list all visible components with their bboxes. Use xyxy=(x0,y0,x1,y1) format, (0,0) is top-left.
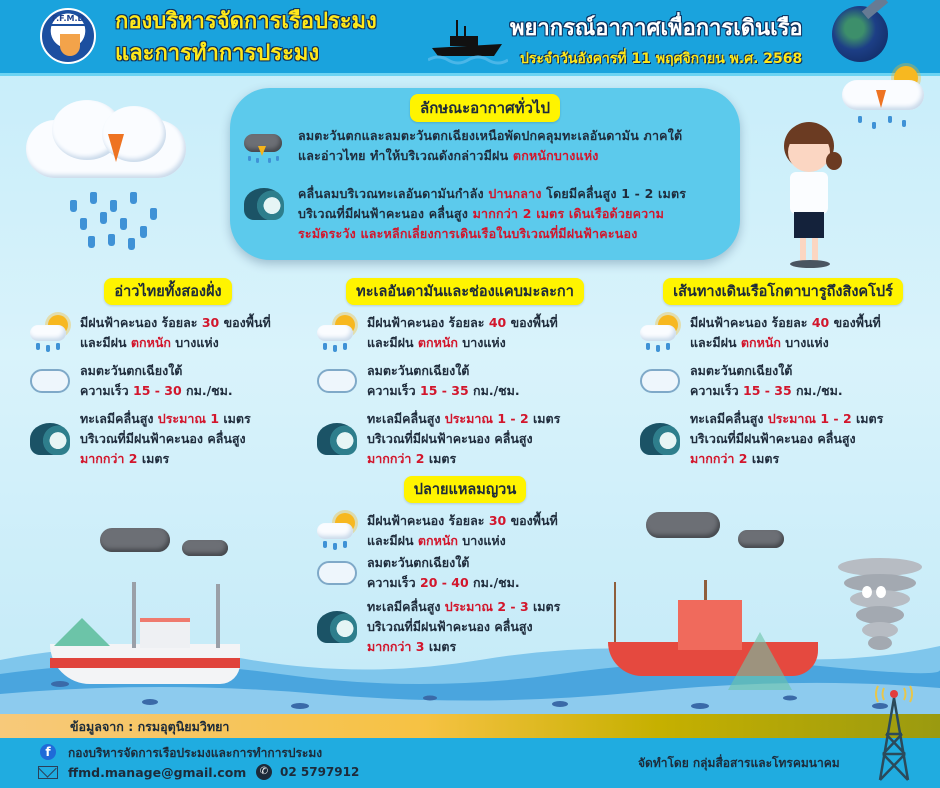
wave-line1-b: โดยมีคลื่นสูง 1 - 2 เมตร xyxy=(541,186,687,201)
rain-text xyxy=(367,511,558,551)
wind-text xyxy=(367,553,520,593)
wave-storm-label: บริเวณที่มีฝนฟ้าคะนอง คลื่นสูง xyxy=(367,619,533,634)
rain-label: มีฝนฟ้าคะนอง ร้อยละ xyxy=(690,315,812,330)
wave-height-value: ประมาณ 1 xyxy=(157,411,220,426)
rain-some-areas: บางแห่ง xyxy=(170,335,219,350)
wave-storm-value: มากกว่า 2 xyxy=(367,451,425,466)
rain-percent: 30 xyxy=(201,315,220,330)
sun-rain-cloud-icon xyxy=(315,313,361,353)
general-weather-panel xyxy=(230,88,740,260)
email-link[interactable]: ffmd.manage@gmail.com xyxy=(68,765,247,780)
wave-text xyxy=(690,409,883,469)
wave-label: ทะเลมีคลื่นสูง xyxy=(367,599,445,614)
wind-icon xyxy=(315,361,361,401)
radio-tower-icon xyxy=(872,684,916,784)
wind-speed-unit: กม./ชม. xyxy=(468,383,520,398)
rain-label: มีฝนฟ้าคะนอง ร้อยละ xyxy=(367,315,489,330)
fishing-boat-left-illustration xyxy=(50,582,250,700)
wave-icon xyxy=(638,419,684,459)
wave-storm-value: มากกว่า 2 xyxy=(80,451,138,466)
fishing-boat-right-illustration xyxy=(608,580,826,700)
wave-unit: เมตร xyxy=(528,599,561,614)
wind-speed-label: ความเร็ว xyxy=(80,383,133,398)
rain-percent: 40 xyxy=(488,315,507,330)
wind-icon xyxy=(315,553,361,593)
navigation-caution-text: ระมัดระวัง และหลีกเลี่ยงการเดินเรือในบริเวณที่มีฝนฟ้าคะนอง xyxy=(298,226,638,241)
region-heading: เส้นทางเดินเรือโกตาบารูถึงสิงคโปร์ xyxy=(663,278,903,305)
wave-unit: เมตร xyxy=(528,411,561,426)
wind-speed-label: ความเร็ว xyxy=(367,383,420,398)
storm-cloud-icon xyxy=(22,100,192,250)
heavy-rain-highlight: ตกหนัก xyxy=(130,335,171,350)
wind-speed-label: ความเร็ว xyxy=(690,383,743,398)
wave-icon xyxy=(28,419,74,459)
region-card-andaman-sea xyxy=(315,278,615,469)
wind-speed-unit: กม./ชม. xyxy=(181,383,233,398)
wave-storm-value: มากกว่า 3 xyxy=(367,639,425,654)
rain-forecast xyxy=(315,511,615,551)
rain-area-label: ของพื้นที่ xyxy=(506,315,558,330)
general-wave-line2 xyxy=(298,204,686,224)
moderate-highlight: ปานกลาง xyxy=(488,186,542,201)
wind-direction: ลมตะวันตกเฉียงใต้ xyxy=(80,363,183,378)
wave-line2-a: บริเวณที่มีฝนฟ้าคะนอง คลื่นสูง xyxy=(298,206,473,221)
wave-forecast xyxy=(638,409,928,469)
wave-height-value: ประมาณ 2 - 3 xyxy=(444,599,529,614)
rain-label: มีฝนฟ้าคะนอง ร้อยละ xyxy=(80,315,202,330)
wave-height-value: ประมาณ 1 - 2 xyxy=(767,411,852,426)
org-name-line1: กองบริหารจัดการเรือประมง xyxy=(115,9,377,34)
rain-heavy-label: และมีฝน xyxy=(80,335,131,350)
ship-icon xyxy=(60,34,80,56)
rain-area-label: ของพื้นที่ xyxy=(829,315,881,330)
wave-warning-highlight: มากกว่า 2 เมตร เดินเรือด้วยความ xyxy=(472,206,665,221)
wind-direction: ลมตะวันตกเฉียงใต้ xyxy=(367,555,470,570)
wind-direction: ลมตะวันตกเฉียงใต้ xyxy=(690,363,793,378)
wind-forecast xyxy=(28,361,308,401)
wind-speed-label: ความเร็ว xyxy=(367,575,420,590)
forecast-date: ประจำวันอังคารที่ 11 พฤศจิกายน พ.ศ. 2568 xyxy=(520,51,803,67)
wind-forecast xyxy=(315,553,615,593)
rain-heavy-label: และมีฝน xyxy=(367,335,418,350)
general-rain-line2-text: และอ่าวไทย ทำให้บริเวณดังกล่าวมีฝน xyxy=(298,148,513,163)
wind-text xyxy=(367,361,520,401)
general-weather-heading: ลักษณะอากาศทั่วไป xyxy=(410,94,560,122)
org-name-line2: และการทำการประมง xyxy=(115,41,320,66)
wave-text xyxy=(80,409,251,469)
rain-forecast xyxy=(315,313,615,353)
mascot-girl-illustration xyxy=(778,122,842,268)
rain-some-areas: บางแห่ง xyxy=(780,335,829,350)
mail-icon xyxy=(38,766,58,779)
wave-label: ทะเลมีคลื่นสูง xyxy=(690,411,768,426)
general-wave-line1 xyxy=(298,184,686,204)
forecast-title: พยากรณ์อากาศเพื่อการเดินเรือ xyxy=(510,16,803,41)
rain-some-areas: บางแห่ง xyxy=(457,533,506,548)
rain-area-label: ของพื้นที่ xyxy=(506,513,558,528)
facebook-icon[interactable]: f xyxy=(40,744,56,760)
rain-forecast xyxy=(638,313,928,353)
rain-area-label: ของพื้นที่ xyxy=(219,315,271,330)
general-rain-paragraph xyxy=(242,126,732,166)
general-rain-line2 xyxy=(298,146,682,166)
dark-storm-clouds-left xyxy=(100,524,230,574)
wave-line1-a: คลื่นลมบริเวณทะเลอันดามันกำลัง xyxy=(298,186,489,201)
wave-height-value: ประมาณ 1 - 2 xyxy=(444,411,529,426)
org-name xyxy=(115,6,425,70)
wind-speed-value: 15 - 35 xyxy=(743,383,792,398)
wave-storm-unit: เมตร xyxy=(424,639,457,654)
region-card-kota-bharu-singapore xyxy=(638,278,928,469)
wave-label: ทะเลมีคลื่นสูง xyxy=(80,411,158,426)
wave-storm-unit: เมตร xyxy=(137,451,170,466)
rain-forecast xyxy=(28,313,308,353)
wind-speed-value: 20 - 40 xyxy=(420,575,469,590)
facebook-page-link[interactable]: กองบริหารจัดการเรือประมงและการทำการประมง xyxy=(68,746,323,760)
wind-speed-value: 15 - 35 xyxy=(420,383,469,398)
region-card-cape-camau xyxy=(315,476,615,657)
wind-text xyxy=(80,361,233,401)
wind-forecast xyxy=(638,361,928,401)
heavy-rain-highlight: ตกหนัก xyxy=(740,335,781,350)
wave-icon xyxy=(315,419,361,459)
general-rain-text xyxy=(298,126,682,166)
rain-label: มีฝนฟ้าคะนอง ร้อยละ xyxy=(367,513,489,528)
wave-storm-label: บริเวณที่มีฝนฟ้าคะนอง คลื่นสูง xyxy=(80,431,246,446)
rain-heavy-label: และมีฝน xyxy=(690,335,741,350)
logo-text: F.F.M.D xyxy=(51,14,85,23)
rain-heavy-label: และมีฝน xyxy=(367,533,418,548)
wave-text xyxy=(367,409,560,469)
rain-percent: 30 xyxy=(488,513,507,528)
wave-icon xyxy=(242,184,286,224)
region-heading: ทะเลอันดามันและช่องแคบมะละกา xyxy=(346,278,584,305)
wave-label: ทะเลมีคลื่นสูง xyxy=(367,411,445,426)
storm-sun-cloud-icon xyxy=(842,62,932,132)
general-wave-text xyxy=(298,184,686,244)
rain-percent: 40 xyxy=(811,315,830,330)
wave-unit: เมตร xyxy=(219,411,251,426)
wind-speed-unit: กม./ชม. xyxy=(468,575,520,590)
wave-storm-label: บริเวณที่มีฝนฟ้าคะนอง คลื่นสูง xyxy=(367,431,533,446)
region-heading: ปลายแหลมญวน xyxy=(404,476,526,503)
ffmd-logo xyxy=(40,8,96,64)
heavy-rain-highlight: ตกหนัก xyxy=(417,533,458,548)
general-wave-paragraph xyxy=(242,184,732,244)
thunderstorm-icon xyxy=(242,126,286,166)
wind-direction: ลมตะวันตกเฉียงใต้ xyxy=(367,363,470,378)
wave-storm-unit: เมตร xyxy=(747,451,780,466)
tornado-mascot-illustration xyxy=(838,558,922,668)
dark-storm-clouds-right xyxy=(646,512,786,562)
heavy-rain-highlight: ตกหนักบางแห่ง xyxy=(512,148,599,163)
wave-forecast xyxy=(28,409,308,469)
sun-rain-cloud-icon xyxy=(28,313,74,353)
general-rain-line1: ลมตะวันตกและลมตะวันตกเฉียงเหนือพัดปกคลุมทะเลอันดามัน ภาคใต้ xyxy=(298,128,683,143)
header-banner xyxy=(0,0,940,76)
rain-text xyxy=(690,313,881,353)
wind-text xyxy=(690,361,843,401)
wave-storm-value: มากกว่า 2 xyxy=(690,451,748,466)
phone-number[interactable]: 02 5797912 xyxy=(280,765,360,779)
wave-storm-label: บริเวณที่มีฝนฟ้าคะนอง คลื่นสูง xyxy=(690,431,856,446)
region-card-gulf-of-thailand xyxy=(28,278,308,469)
sun-rain-cloud-icon xyxy=(315,511,361,551)
wind-icon xyxy=(638,361,684,401)
wind-forecast xyxy=(315,361,615,401)
heavy-rain-highlight: ตกหนัก xyxy=(417,335,458,350)
sun-rain-cloud-icon xyxy=(638,313,684,353)
wind-speed-unit: กม./ชม. xyxy=(791,383,843,398)
data-source-text: ข้อมูลจาก : กรมอุตุนิยมวิทยา xyxy=(70,719,230,734)
wind-icon xyxy=(28,361,74,401)
rain-text xyxy=(367,313,558,353)
rain-text xyxy=(80,313,271,353)
earth-icon xyxy=(832,6,888,62)
wave-storm-unit: เมตร xyxy=(424,451,457,466)
region-heading: อ่าวไทยทั้งสองฝั่ง xyxy=(104,278,231,305)
wind-speed-value: 15 - 30 xyxy=(133,383,182,398)
producer-credit: จัดทำโดย กลุ่มสื่อสารและโทรคมนาคม xyxy=(638,756,840,770)
wave-forecast xyxy=(315,409,615,469)
boat-icon xyxy=(428,14,508,66)
wave-unit: เมตร xyxy=(851,411,884,426)
rain-some-areas: บางแห่ง xyxy=(457,335,506,350)
phone-icon: ✆ xyxy=(256,764,272,780)
